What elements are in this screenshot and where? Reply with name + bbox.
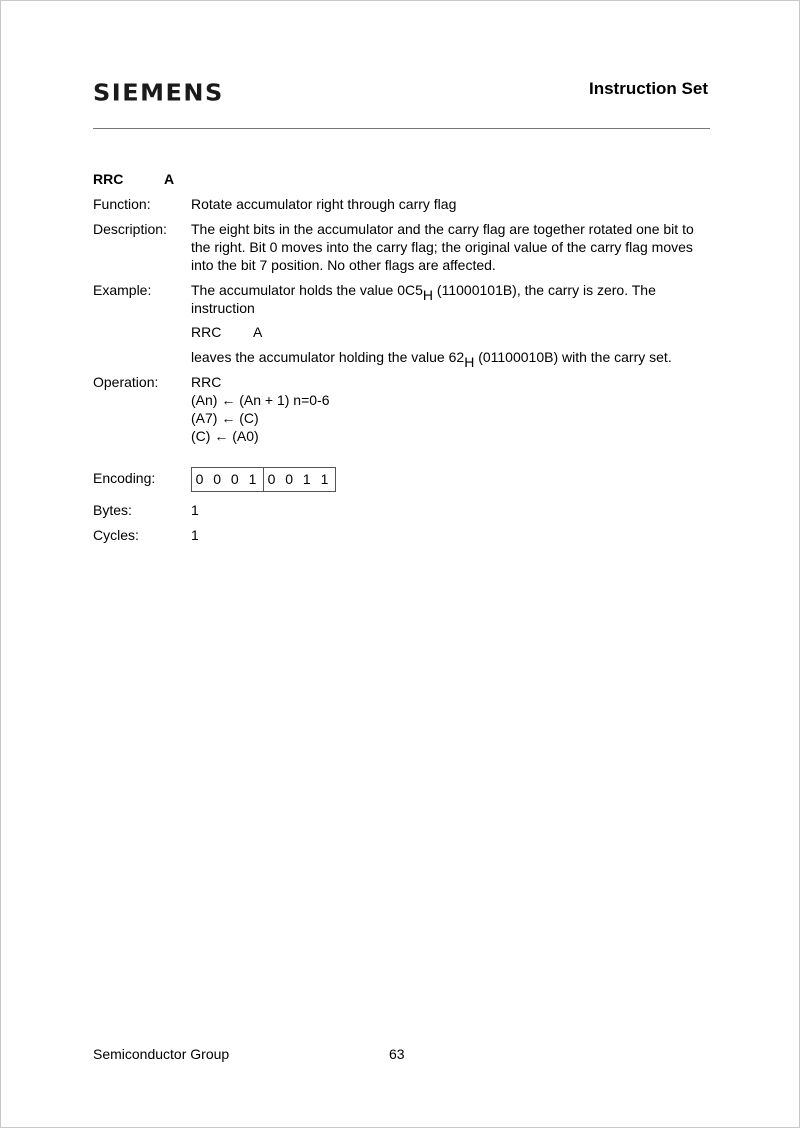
- encoding-label: Encoding:: [93, 470, 156, 486]
- header-divider: [93, 128, 710, 129]
- description-line: the right. Bit 0 moves into the carry flag; the original value of the carry flag moves: [191, 239, 693, 255]
- cycles-value: 1: [191, 527, 199, 543]
- example-text: The accumulator holds the value 0C5: [191, 282, 423, 298]
- bytes-value: 1: [191, 502, 199, 518]
- operation-label: Operation:: [93, 374, 159, 390]
- instruction-mnemonic: RRC: [93, 171, 124, 187]
- function-text: Rotate accumulator right through carry flag: [191, 196, 457, 212]
- page-number: 63: [389, 1046, 405, 1062]
- footer-publisher: Semiconductor Group: [93, 1046, 230, 1062]
- operation-line: RRC: [191, 374, 222, 390]
- operation-line: (An) ← (An + 1) n=0-6: [191, 392, 330, 408]
- encoding-box: [191, 467, 336, 492]
- cycles-label: Cycles:: [93, 527, 139, 543]
- example-label: Example:: [93, 282, 152, 298]
- example-line: [191, 348, 672, 370]
- function-label: Function:: [93, 196, 151, 212]
- siemens-logo: SIEMENS: [93, 79, 224, 107]
- encoding-high-nibble: 0 0 0 1: [195, 471, 260, 487]
- hex-subscript: H: [464, 354, 475, 370]
- operation-line: (C) ← (A0): [191, 428, 259, 444]
- example-text: leaves the accumulator holding the value 62: [191, 349, 465, 365]
- instruction-operand: A: [164, 171, 175, 187]
- description-label: Description:: [93, 221, 167, 237]
- example-line: [191, 281, 656, 303]
- example-text: (01100010B) with the carry set.: [474, 349, 672, 365]
- operation-line: (A7) ← (C): [191, 410, 259, 426]
- hex-subscript: H: [422, 287, 434, 303]
- example-text: (11000101B), the carry is zero. The: [433, 282, 656, 298]
- example-line: instruction: [191, 300, 255, 316]
- example-code-mnemonic: RRC: [191, 324, 222, 340]
- section-title: Instruction Set: [588, 79, 708, 98]
- bytes-label: Bytes:: [93, 502, 132, 518]
- encoding-low-nibble: 0 0 1 1: [263, 468, 335, 491]
- description-line: The eight bits in the accumulator and the carry flag are together rotated one bit to: [191, 221, 694, 237]
- example-code-operand: A: [253, 324, 263, 340]
- description-line: into the bit 7 position. No other flags are affected.: [191, 257, 496, 273]
